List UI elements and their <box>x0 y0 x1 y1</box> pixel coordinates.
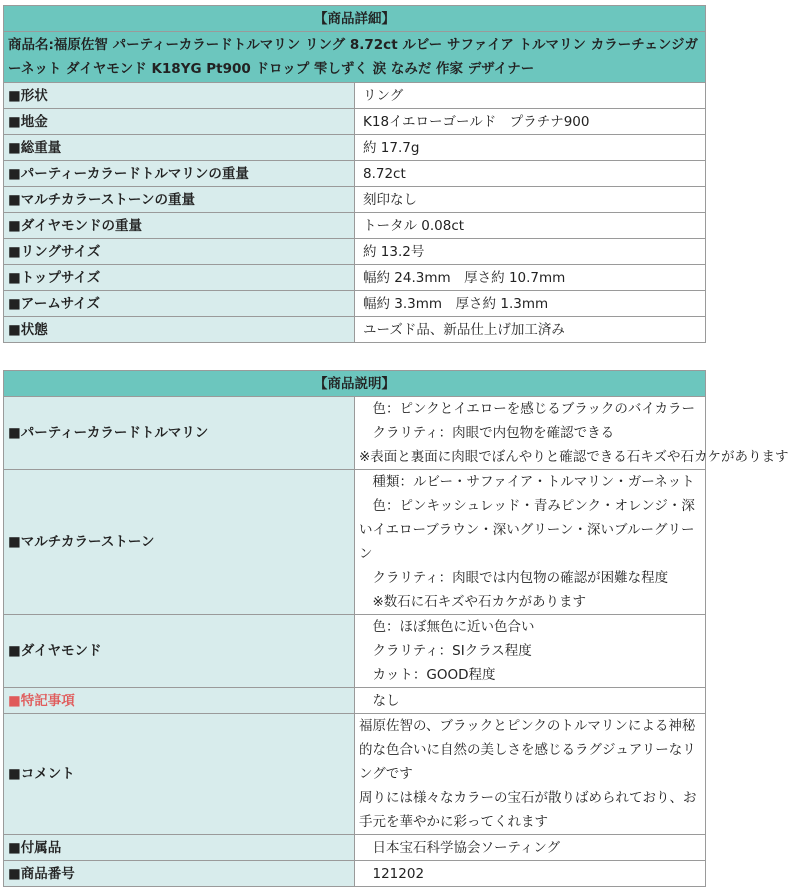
detail-row <box>4 239 706 265</box>
detail-row <box>4 213 706 239</box>
product-details-table <box>3 5 706 343</box>
description-line: 色：ピンクとイエローを感じるブラックのバイカラー <box>359 401 696 417</box>
detail-value: リング <box>355 83 706 109</box>
description-row <box>4 835 706 861</box>
detail-label: ■ アームサイズ <box>4 291 355 317</box>
detail-label: ■ ダイヤモンドの重量 <box>4 213 355 239</box>
comment-text: 福原佐智の、ブラックとピンクのトルマリンによる神秘的な色合いに自然の美しさを感じるラグジュアリーなリングです 周りには様々なカラーの宝石が散りばめられており、お手元を華やかに彩ってくれます <box>355 714 706 835</box>
accessories-label: ■ 付属品 <box>4 835 355 861</box>
detail-value: 刻印なし <box>355 187 706 213</box>
description-row <box>4 861 706 887</box>
description-line: ※数石に石キズや石カケがあります <box>359 594 587 610</box>
detail-label: ■ トップサイズ <box>4 265 355 291</box>
detail-value: 8.72ct <box>355 161 706 187</box>
special-notes-label: ■ 特記事項 <box>4 688 355 714</box>
details-header: 【商品詳細】 <box>4 6 706 32</box>
description-line: クラリティ：肉眼で内包物を確認できる <box>359 425 615 441</box>
detail-value: 約 13.2号 <box>355 239 706 265</box>
description-header: 【商品説明】 <box>4 371 706 397</box>
detail-row <box>4 109 706 135</box>
detail-label: ■ 総重量 <box>4 135 355 161</box>
detail-label: ■ マルチカラーストーンの重量 <box>4 187 355 213</box>
description-line: クラリティ：SIクラス程度 <box>359 643 532 659</box>
description-line: 色：ほぼ無色に近い色合い <box>359 619 535 635</box>
description-row <box>4 470 706 615</box>
special-notes-value: なし <box>355 688 706 714</box>
detail-value: 幅約 3.3mm 厚さ約 1.3mm <box>355 291 706 317</box>
detail-row <box>4 291 706 317</box>
detail-row <box>4 83 706 109</box>
product-name: 商品名:福原佐智 パーティーカラードトルマリン リング 8.72ct ルビー サファイア トルマリン カラーチェンジガーネット ダイヤモンド K18YG Pt900 ドロップ 雫しずく 涙 なみだ 作家 デザイナー <box>4 32 706 83</box>
detail-value: トータル 0.08ct <box>355 213 706 239</box>
tourmaline-label: ■ パーティーカラードトルマリン <box>4 397 355 470</box>
detail-label: ■ リングサイズ <box>4 239 355 265</box>
multicolor-details <box>355 470 706 615</box>
description-line: 色：ピンキッシュレッド・青みピンク・オレンジ・深いイエローブラウン・深いグリーン・深いブルーグリーン <box>359 498 695 562</box>
detail-value: 約 17.7g <box>355 135 706 161</box>
description-line: カット：GOOD程度 <box>359 667 496 683</box>
detail-row <box>4 265 706 291</box>
accessories-value: 日本宝石科学協会ソーティング <box>355 835 706 861</box>
description-line: クラリティ：肉眼では内包物の確認が困難な程度 <box>359 570 669 586</box>
detail-value: 幅約 24.3mm 厚さ約 10.7mm <box>355 265 706 291</box>
multicolor-label: ■ マルチカラーストーン <box>4 470 355 615</box>
product-description-table <box>3 370 789 887</box>
description-row <box>4 615 706 688</box>
detail-label: ■ 状態 <box>4 317 355 343</box>
detail-value: K18イエローゴールド プラチナ900 <box>355 109 706 135</box>
item-number-value: 121202 <box>355 861 706 887</box>
detail-row <box>4 135 706 161</box>
comment-label: ■ コメント <box>4 714 355 835</box>
description-row <box>4 714 706 835</box>
detail-value: ユーズド品、新品仕上げ加工済み <box>355 317 706 343</box>
detail-row <box>4 317 706 343</box>
item-number-label: ■ 商品番号 <box>4 861 355 887</box>
tourmaline-details <box>355 397 789 470</box>
detail-label: ■ 地金 <box>4 109 355 135</box>
detail-row <box>4 161 706 187</box>
description-line: ※表面と裏面に肉眼でぼんやりと確認できる石キズや石カケがあります <box>359 449 789 465</box>
detail-label: ■ パーティーカラードトルマリンの重量 <box>4 161 355 187</box>
detail-row <box>4 187 706 213</box>
diamond-label: ■ ダイヤモンド <box>4 615 355 688</box>
description-row <box>4 688 706 714</box>
diamond-details <box>355 615 706 688</box>
description-line: 種類：ルビー・サファイア・トルマリン・ガーネット <box>359 474 695 490</box>
detail-label: ■ 形状 <box>4 83 355 109</box>
description-row <box>4 397 706 470</box>
